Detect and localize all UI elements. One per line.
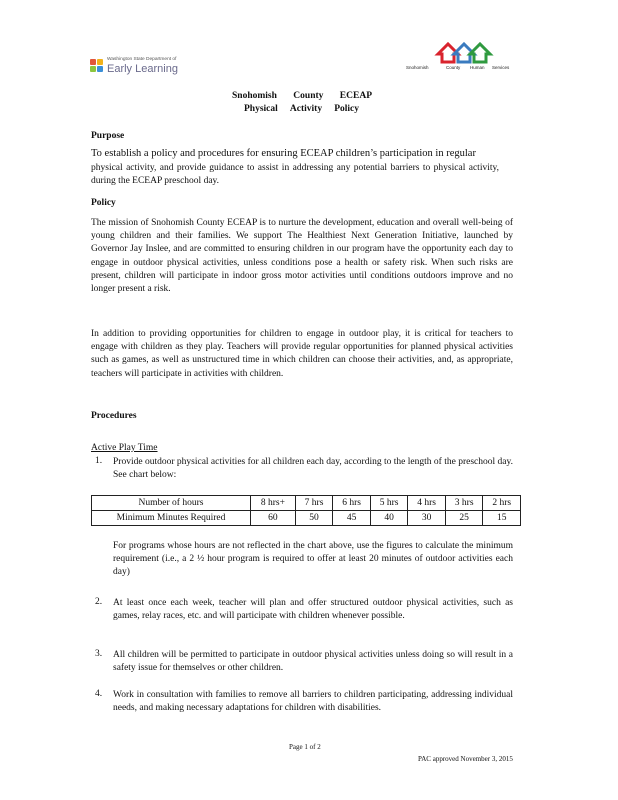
- table-cell: 15: [483, 511, 521, 526]
- list-item: At least once each week, teacher will plan and offer structured outdoor physical activities, such as games, relay races, etc. and will participate with children whenever possible.: [113, 598, 513, 622]
- list-number: 2.: [95, 597, 103, 607]
- table-cell: 50: [295, 511, 333, 526]
- list-item: Provide outdoor physical activities for all children each day, according to the length of the preschool day. See chart below:: [113, 457, 513, 481]
- list-number: 3.: [95, 649, 103, 659]
- policy-paragraph: In addition to providing opportunities for children to engage in outdoor play, it is critical for teachers to engage with children as they play. Teachers will provide regular opportunities for planned physical activities such as games, as well as unstructured time in which children can choose their activities, and, as appropriate, teachers will participate in activities with children.: [91, 329, 513, 379]
- table-cell: 5 hrs: [370, 496, 408, 511]
- table-header-cell: Minimum Minutes Required: [92, 511, 251, 526]
- table-note: For programs whose hours are not reflected in the chart above, use the figures to calculate the minimum requirement (i.e., a 2 ½ hour program is required to offer at least 20 minutes of outdoor activities each day): [113, 541, 513, 578]
- logo-grid-icon: [90, 59, 104, 73]
- hours-table: [91, 495, 521, 526]
- logo-caption: County: [446, 65, 461, 70]
- page-number: Page 1 of 2: [289, 743, 321, 751]
- table-cell: 60: [251, 511, 296, 526]
- table-cell: 3 hrs: [445, 496, 483, 511]
- table-cell: 45: [333, 511, 371, 526]
- purpose-lead: To establish a policy and procedures for ensuring ECEAP children’s participation in regular: [91, 148, 476, 159]
- title-word: Activity: [289, 104, 323, 114]
- human-services-logo: [404, 40, 514, 74]
- table-cell: 40: [370, 511, 408, 526]
- title-word: County: [293, 91, 324, 101]
- purpose-heading: Purpose: [91, 131, 125, 141]
- table-cell: 4 hrs: [408, 496, 446, 511]
- list-item: Work in consultation with families to remove all barriers to children participating, addressing individual needs, and making necessary adaptations for children with disabilities.: [113, 690, 513, 714]
- logo-name: Early Learning: [107, 63, 178, 75]
- table-header-cell: Number of hours: [92, 496, 251, 511]
- procedures-heading: Procedures: [91, 411, 137, 421]
- table-cell: 6 hrs: [333, 496, 371, 511]
- table-cell: 7 hrs: [295, 496, 333, 511]
- early-learning-logo: [90, 57, 200, 77]
- logo-caption: Human: [470, 65, 485, 70]
- logo-caption: Services: [492, 65, 510, 70]
- page-title: [232, 91, 372, 101]
- table-row: [92, 511, 521, 526]
- list-number: 4.: [95, 689, 103, 699]
- table-cell: 2 hrs: [483, 496, 521, 511]
- logo-agency-line: Washington State Department of: [107, 57, 177, 62]
- approval-note: PAC approved November 3, 2015: [418, 755, 513, 763]
- title-word: Snohomish: [232, 91, 277, 101]
- list-item: All children will be permitted to participate in outdoor physical activities unless doing so will result in a safety issue for themselves or other children.: [113, 650, 513, 674]
- table-cell: 30: [408, 511, 446, 526]
- list-number: 1.: [95, 456, 103, 466]
- title-word: Physical: [244, 104, 278, 114]
- table-row: [92, 496, 521, 511]
- title-word: ECEAP: [339, 91, 372, 101]
- procedures-subheading: Active Play Time: [91, 443, 158, 453]
- purpose-text: physical activity, and provide guidance to assist in addressing any potential barriers to physical activity, during the ECEAP preschool day.: [91, 163, 499, 187]
- houses-icon: [404, 40, 514, 64]
- table-cell: 8 hrs+: [251, 496, 296, 511]
- policy-heading: Policy: [91, 198, 116, 208]
- logo-caption: Snohomish: [406, 65, 429, 70]
- page-subtitle: [244, 104, 359, 114]
- title-word: Policy: [334, 104, 359, 114]
- table-cell: 25: [445, 511, 483, 526]
- policy-paragraph: The mission of Snohomish County ECEAP is to nurture the development, education and overall well-being of young children and their families. We support The Healthiest Next Generation Initiative, launched by Governor Jay Inslee, and are committed to ensuring children in our program have the opportunity each day to engage in outdoor physical activities, unless conditions pose a health or safety risk. When such risks are present, children will participate in indoor gross motor activities until conditions outdoors improve and no longer present a risk.: [91, 218, 513, 295]
